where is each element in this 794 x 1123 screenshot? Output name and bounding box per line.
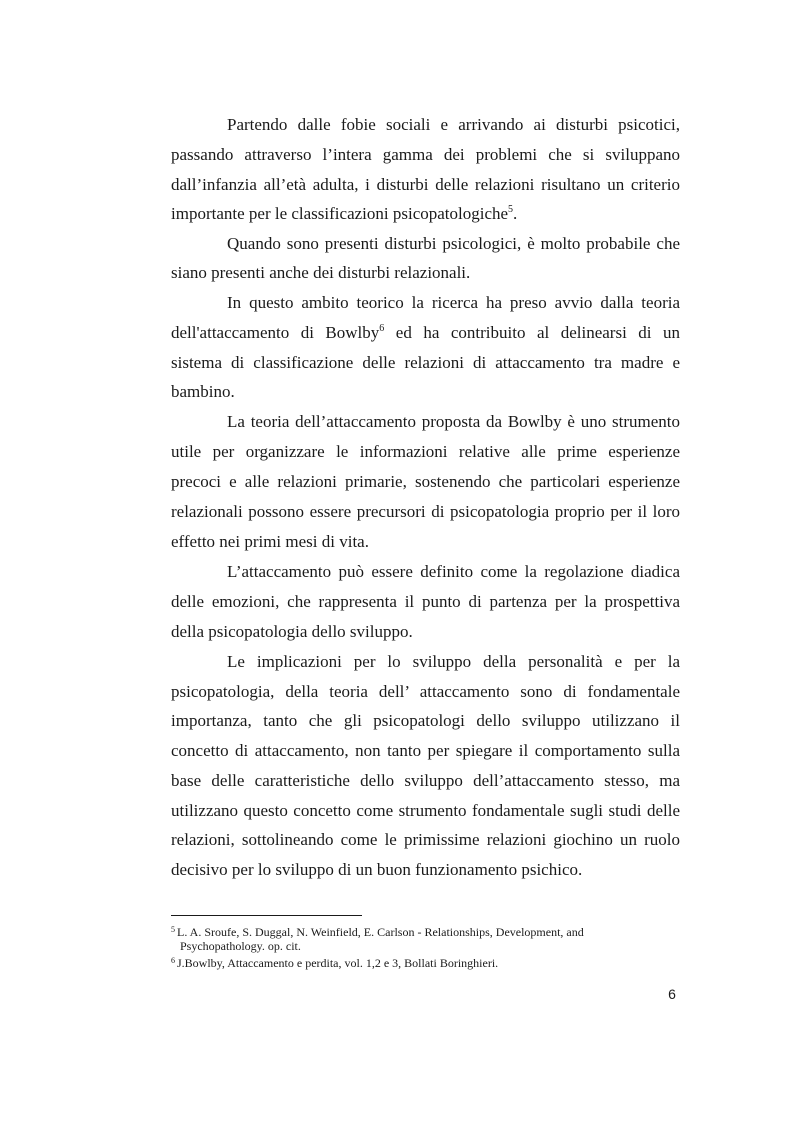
body-line: concetto di attaccamento, non tanto per spiegare il comportamento sulla [171, 741, 680, 760]
body-line: importanza, tanto che gli psicopatologi dello sviluppo utilizzano il [171, 711, 680, 730]
footnote-ref: 5 [508, 204, 514, 215]
body-line: utile per organizzare le informazioni relative alle prime esperienze [171, 442, 680, 461]
body-line-with-footnote [171, 203, 680, 225]
page-number: 6 [668, 986, 676, 1002]
body-text: ed ha contribuito al delinearsi di un [395, 323, 681, 342]
body-line: sistema di classificazione delle relazioni di attaccamento tra madre e [171, 353, 680, 372]
body-line: passando attraverso l’intera gamma dei problemi che si sviluppano [171, 145, 680, 164]
footnote-6 [171, 956, 498, 972]
body-line: siano presenti anche dei disturbi relazionali. [171, 263, 471, 282]
footnote-5-continuation: Psychopathology. op. cit. [180, 939, 301, 953]
body-line: delle emozioni, che rappresenta il punto di partenza per la prospettiva [171, 592, 680, 611]
body-line: della psicopatologia dello sviluppo. [171, 622, 413, 641]
body-line: decisivo per lo sviluppo di un buon funzionamento psichico. [171, 860, 583, 879]
body-line: Partendo dalle fobie sociali e arrivando ai disturbi psicotici, [227, 115, 680, 134]
footnote-text: J.Bowlby, Attaccamento e perdita, vol. 1,2 e 3, Bollati Boringhieri. [177, 956, 499, 970]
body-line: L’attaccamento può essere definito come la regolazione diadica [227, 562, 680, 581]
body-line: psicopatologia, della teoria dell’ attaccamento sono di fondamentale [171, 682, 680, 701]
body-line: relazioni, sottolineando come le primissime relazioni giochino un ruolo [171, 830, 680, 849]
footnote-number: 5 [171, 925, 175, 934]
body-line: relazionali possono essere precursori di psicopatologia proprio per il loro [171, 502, 680, 521]
footnote-number: 6 [171, 956, 175, 965]
body-line: In questo ambito teorico la ricerca ha preso avvio dalla teoria [227, 293, 680, 312]
body-text: dell'attaccamento di Bowlby [171, 323, 380, 342]
body-line: dall’infanzia all’età adulta, i disturbi delle relazioni risultano un criterio [171, 175, 680, 194]
body-line: base delle caratteristiche dello sviluppo dell’attaccamento stesso, ma [171, 771, 680, 790]
body-line: bambino. [171, 382, 235, 401]
body-line: Quando sono presenti disturbi psicologici, è molto probabile che [227, 234, 680, 253]
body-line: La teoria dell’attaccamento proposta da Bowlby è uno strumento [227, 412, 680, 431]
body-line: Le implicazioni per lo sviluppo della personalità e per la [227, 652, 680, 671]
body-line: precoci e alle relazioni primarie, sostenendo che particolari esperienze [171, 472, 680, 491]
footnote-ref: 6 [379, 323, 385, 334]
body-line-with-footnote [171, 322, 680, 344]
footnote-separator [171, 915, 362, 916]
body-text: importante per le classificazioni psicopatologiche [171, 204, 509, 223]
footnote-text: L. A. Sroufe, S. Duggal, N. Weinfield, E. Carlson - Relationships, Development, and [177, 925, 584, 939]
sentence-period: . [513, 204, 518, 223]
body-line: effetto nei primi mesi di vita. [171, 532, 369, 551]
body-line: utilizzano questo concetto come strumento fondamentale sugli studi delle [171, 801, 680, 820]
